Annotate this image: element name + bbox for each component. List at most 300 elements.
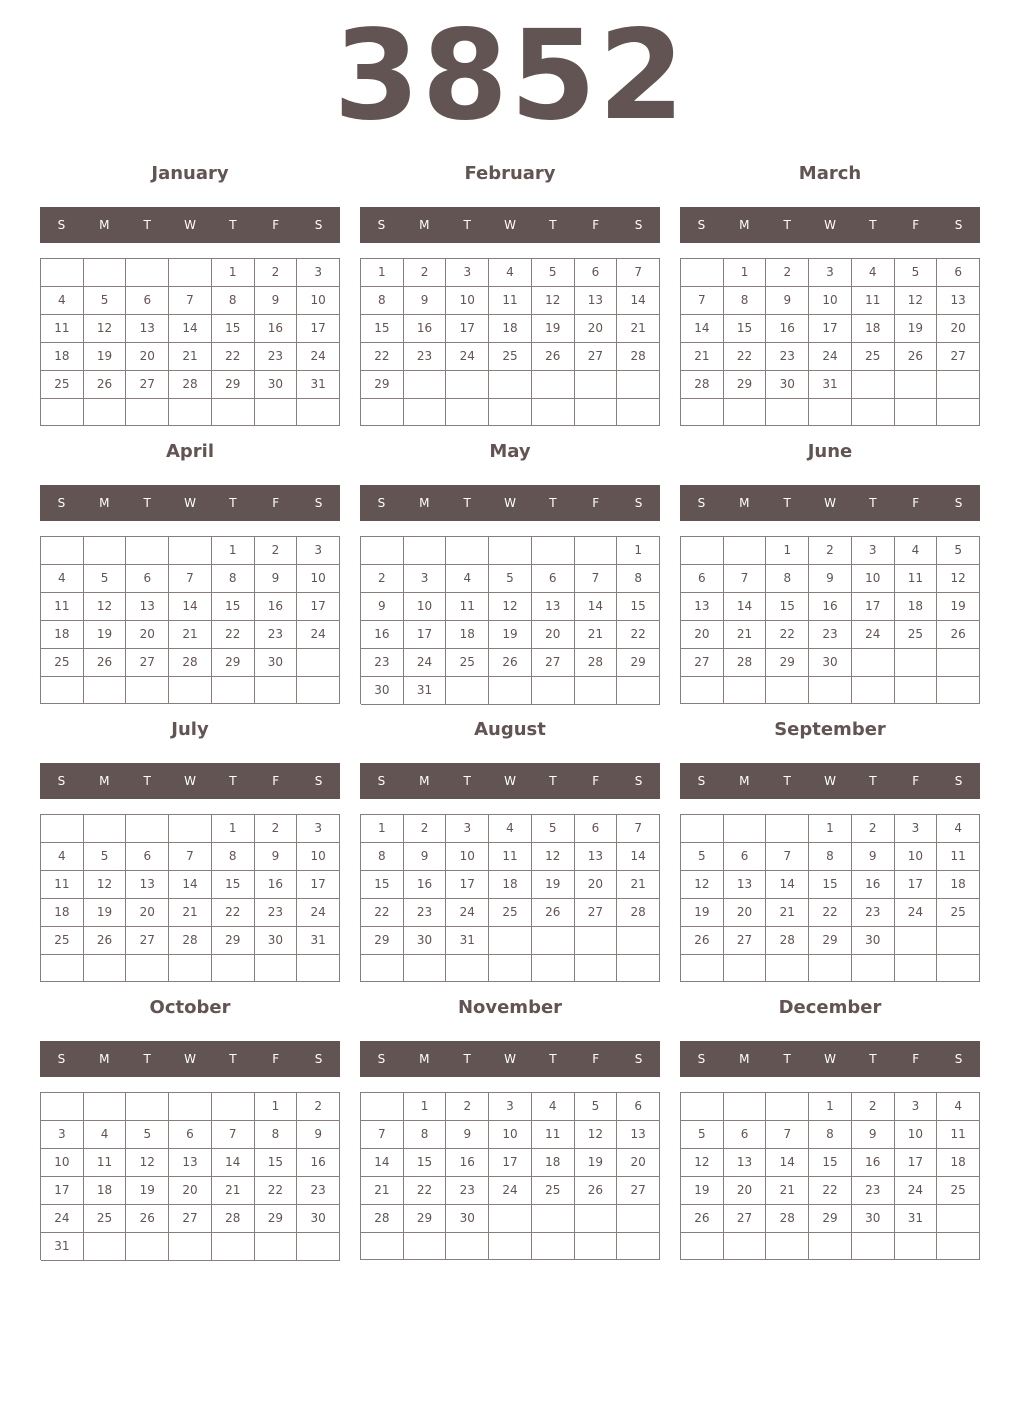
day-cell: 29 [255, 1205, 298, 1233]
day-cell: 25 [446, 649, 489, 677]
empty-cell [126, 815, 169, 843]
empty-cell [809, 399, 852, 426]
day-cell: 15 [212, 315, 255, 343]
day-cell: 14 [212, 1149, 255, 1177]
day-cell: 18 [489, 871, 532, 899]
day-cell: 20 [126, 621, 169, 649]
day-cell: 3 [489, 1093, 532, 1121]
empty-cell [212, 399, 255, 426]
day-cell: 16 [361, 621, 404, 649]
weekday-header [360, 763, 660, 799]
day-cell: 9 [404, 843, 447, 871]
empty-cell [617, 399, 660, 426]
weekday-label: M [419, 496, 430, 510]
weekday-label: S [697, 774, 706, 788]
day-cell: 5 [575, 1093, 618, 1121]
day-cell: 25 [41, 649, 84, 677]
weekday-label: M [739, 1052, 750, 1066]
day-cell: 18 [937, 871, 980, 899]
day-cell: 18 [446, 621, 489, 649]
empty-cell [681, 537, 724, 565]
day-cell: 1 [212, 815, 255, 843]
day-cell: 2 [446, 1093, 489, 1121]
empty-cell [489, 927, 532, 955]
weekday-label: M [739, 218, 750, 232]
weekday-label: S [697, 496, 706, 510]
day-cell: 20 [724, 1177, 767, 1205]
day-cell: 27 [681, 649, 724, 677]
empty-cell [255, 399, 298, 426]
day-cell: 5 [895, 259, 938, 287]
day-cell: 12 [84, 315, 127, 343]
day-cell: 22 [212, 621, 255, 649]
day-cell: 22 [212, 899, 255, 927]
day-cell: 7 [169, 843, 212, 871]
day-cell: 8 [766, 565, 809, 593]
empty-cell [532, 955, 575, 982]
day-cell: 5 [84, 287, 127, 315]
day-cell: 11 [532, 1121, 575, 1149]
day-cell: 3 [809, 259, 852, 287]
day-cell: 18 [84, 1177, 127, 1205]
empty-cell [724, 677, 767, 704]
day-cell: 19 [937, 593, 980, 621]
empty-cell [895, 649, 938, 677]
weekday-label: S [377, 1052, 386, 1066]
day-cell: 23 [255, 621, 298, 649]
day-cell: 19 [681, 899, 724, 927]
weekday-label: S [634, 496, 643, 510]
day-cell: 12 [681, 871, 724, 899]
day-cell: 14 [169, 593, 212, 621]
day-cell: 25 [852, 343, 895, 371]
weekday-label: F [912, 774, 920, 788]
day-cell: 17 [297, 315, 340, 343]
day-cell: 17 [297, 871, 340, 899]
day-cell: 18 [895, 593, 938, 621]
weekday-label: F [272, 496, 280, 510]
day-cell: 14 [617, 843, 660, 871]
weekday-label: T [463, 774, 471, 788]
empty-cell [297, 677, 340, 704]
day-cell: 15 [404, 1149, 447, 1177]
weekday-label: T [143, 774, 151, 788]
weekday-label: T [143, 1052, 151, 1066]
day-cell: 13 [724, 871, 767, 899]
empty-cell [937, 649, 980, 677]
empty-cell [212, 677, 255, 704]
weekday-header [40, 207, 340, 243]
empty-cell [617, 677, 660, 705]
weekday-label: W [184, 218, 196, 232]
empty-cell [852, 649, 895, 677]
year-title: 3852 [333, 4, 687, 148]
day-cell: 4 [41, 843, 84, 871]
day-cell: 13 [126, 315, 169, 343]
day-cell: 26 [937, 621, 980, 649]
day-cell: 22 [809, 1177, 852, 1205]
empty-cell [169, 815, 212, 843]
weekday-label: T [143, 218, 151, 232]
empty-cell [297, 399, 340, 426]
empty-cell [169, 537, 212, 565]
day-cell: 22 [724, 343, 767, 371]
day-cell: 8 [617, 565, 660, 593]
day-cell: 27 [169, 1205, 212, 1233]
day-cell: 6 [575, 259, 618, 287]
day-cell: 28 [617, 899, 660, 927]
day-cell: 15 [255, 1149, 298, 1177]
day-cell: 23 [446, 1177, 489, 1205]
day-cell: 10 [297, 287, 340, 315]
empty-cell [84, 259, 127, 287]
empty-cell [724, 1093, 767, 1121]
weekday-label: W [504, 496, 516, 510]
day-cell: 13 [681, 593, 724, 621]
weekday-label: M [739, 496, 750, 510]
day-cell: 29 [361, 371, 404, 399]
empty-cell [41, 955, 84, 982]
weekday-label: S [314, 774, 323, 788]
month-name: December [778, 997, 882, 1018]
day-cell: 13 [617, 1121, 660, 1149]
empty-cell [84, 677, 127, 704]
day-cell: 21 [617, 315, 660, 343]
day-cell: 23 [809, 621, 852, 649]
day-cell: 28 [617, 343, 660, 371]
weekday-label: M [419, 1052, 430, 1066]
day-cell: 11 [937, 843, 980, 871]
weekday-label: T [463, 1052, 471, 1066]
month-name: April [165, 441, 215, 462]
empty-cell [937, 927, 980, 955]
empty-cell [404, 955, 447, 982]
day-cell: 13 [126, 593, 169, 621]
empty-cell [126, 677, 169, 704]
day-cell: 28 [361, 1205, 404, 1233]
empty-cell [937, 1205, 980, 1233]
empty-cell [489, 399, 532, 426]
day-cell: 26 [681, 927, 724, 955]
empty-cell [617, 955, 660, 982]
day-cell: 6 [681, 565, 724, 593]
month-name: November [457, 997, 563, 1018]
empty-cell [169, 1233, 212, 1261]
day-cell: 28 [169, 927, 212, 955]
day-cell: 26 [575, 1177, 618, 1205]
day-cell: 21 [169, 899, 212, 927]
day-cell: 23 [361, 649, 404, 677]
day-cell: 2 [404, 259, 447, 287]
empty-cell [84, 815, 127, 843]
day-cell: 9 [766, 287, 809, 315]
day-cell: 2 [766, 259, 809, 287]
empty-cell [681, 1233, 724, 1260]
day-cell: 5 [681, 843, 724, 871]
weekday-header [680, 1041, 980, 1077]
day-cell: 6 [724, 1121, 767, 1149]
weekday-label: T [783, 218, 791, 232]
day-cell: 2 [255, 537, 298, 565]
days-grid [40, 1092, 340, 1260]
day-cell: 9 [404, 287, 447, 315]
day-cell: 12 [84, 593, 127, 621]
weekday-label: F [912, 218, 920, 232]
day-cell: 21 [169, 621, 212, 649]
weekday-label: F [912, 496, 920, 510]
day-cell: 8 [361, 843, 404, 871]
weekday-header [40, 1041, 340, 1077]
weekday-label: T [869, 1052, 877, 1066]
empty-cell [937, 399, 980, 426]
day-cell: 19 [895, 315, 938, 343]
day-cell: 4 [489, 259, 532, 287]
empty-cell [852, 1233, 895, 1260]
weekday-label: S [697, 1052, 706, 1066]
day-cell: 13 [724, 1149, 767, 1177]
empty-cell [895, 399, 938, 426]
day-cell: 3 [404, 565, 447, 593]
day-cell: 22 [255, 1177, 298, 1205]
day-cell: 9 [255, 565, 298, 593]
day-cell: 4 [937, 1093, 980, 1121]
day-cell: 9 [446, 1121, 489, 1149]
day-cell: 21 [212, 1177, 255, 1205]
day-cell: 14 [361, 1149, 404, 1177]
empty-cell [297, 955, 340, 982]
empty-cell [361, 1093, 404, 1121]
day-cell: 17 [446, 315, 489, 343]
day-cell: 24 [895, 899, 938, 927]
day-cell: 16 [446, 1149, 489, 1177]
day-cell: 13 [126, 871, 169, 899]
day-cell: 30 [809, 649, 852, 677]
weekday-header [360, 1041, 660, 1077]
empty-cell [852, 371, 895, 399]
day-cell: 2 [361, 565, 404, 593]
empty-cell [361, 1233, 404, 1260]
day-cell: 2 [852, 1093, 895, 1121]
day-cell: 20 [681, 621, 724, 649]
weekday-header [680, 207, 980, 243]
day-cell: 30 [852, 927, 895, 955]
empty-cell [937, 371, 980, 399]
day-cell: 18 [41, 343, 84, 371]
empty-cell [532, 677, 575, 705]
days-grid [680, 1092, 980, 1260]
day-cell: 14 [681, 315, 724, 343]
day-cell: 31 [41, 1233, 84, 1261]
empty-cell [681, 259, 724, 287]
day-cell: 25 [41, 371, 84, 399]
day-cell: 21 [766, 899, 809, 927]
day-cell: 19 [126, 1177, 169, 1205]
day-cell: 7 [724, 565, 767, 593]
day-cell: 8 [809, 843, 852, 871]
day-cell: 1 [404, 1093, 447, 1121]
day-cell: 11 [41, 315, 84, 343]
day-cell: 27 [724, 927, 767, 955]
weekday-label: S [377, 218, 386, 232]
day-cell: 22 [617, 621, 660, 649]
day-cell: 23 [255, 899, 298, 927]
empty-cell [446, 955, 489, 982]
empty-cell [766, 1093, 809, 1121]
day-cell: 28 [169, 649, 212, 677]
empty-cell [41, 815, 84, 843]
day-cell: 29 [809, 1205, 852, 1233]
weekday-label: T [463, 218, 471, 232]
day-cell: 24 [41, 1205, 84, 1233]
day-cell: 7 [169, 565, 212, 593]
empty-cell [681, 399, 724, 426]
day-cell: 2 [297, 1093, 340, 1121]
day-cell: 6 [126, 843, 169, 871]
day-cell: 26 [84, 649, 127, 677]
day-cell: 7 [617, 815, 660, 843]
day-cell: 30 [255, 927, 298, 955]
day-cell: 21 [766, 1177, 809, 1205]
empty-cell [895, 1233, 938, 1260]
day-cell: 4 [446, 565, 489, 593]
empty-cell [489, 371, 532, 399]
empty-cell [852, 955, 895, 982]
day-cell: 31 [297, 927, 340, 955]
day-cell: 17 [895, 1149, 938, 1177]
weekday-label: M [739, 774, 750, 788]
day-cell: 23 [297, 1177, 340, 1205]
empty-cell [895, 677, 938, 704]
empty-cell [404, 537, 447, 565]
empty-cell [575, 1233, 618, 1260]
day-cell: 6 [617, 1093, 660, 1121]
day-cell: 25 [84, 1205, 127, 1233]
day-cell: 29 [724, 371, 767, 399]
empty-cell [255, 955, 298, 982]
empty-cell [766, 1233, 809, 1260]
empty-cell [255, 1233, 298, 1261]
day-cell: 7 [681, 287, 724, 315]
day-cell: 13 [532, 593, 575, 621]
empty-cell [532, 371, 575, 399]
weekday-label: M [419, 774, 430, 788]
day-cell: 17 [446, 871, 489, 899]
day-cell: 13 [169, 1149, 212, 1177]
empty-cell [937, 677, 980, 704]
day-cell: 28 [766, 927, 809, 955]
day-cell: 20 [724, 899, 767, 927]
day-cell: 3 [297, 259, 340, 287]
day-cell: 13 [575, 287, 618, 315]
month-name: September [774, 719, 886, 740]
weekday-label: S [954, 1052, 963, 1066]
day-cell: 29 [766, 649, 809, 677]
day-cell: 27 [126, 649, 169, 677]
day-cell: 23 [404, 899, 447, 927]
empty-cell [446, 371, 489, 399]
weekday-label: T [229, 496, 237, 510]
day-cell: 24 [895, 1177, 938, 1205]
day-cell: 19 [84, 621, 127, 649]
weekday-label: T [783, 1052, 791, 1066]
empty-cell [169, 399, 212, 426]
empty-cell [809, 955, 852, 982]
day-cell: 22 [766, 621, 809, 649]
empty-cell [404, 371, 447, 399]
empty-cell [575, 927, 618, 955]
month-name: May [489, 441, 531, 462]
empty-cell [937, 955, 980, 982]
day-cell: 22 [361, 899, 404, 927]
day-cell: 26 [489, 649, 532, 677]
day-cell: 5 [532, 259, 575, 287]
empty-cell [937, 1233, 980, 1260]
day-cell: 14 [169, 315, 212, 343]
day-cell: 25 [937, 899, 980, 927]
day-cell: 27 [126, 371, 169, 399]
empty-cell [724, 815, 767, 843]
empty-cell [126, 955, 169, 982]
day-cell: 23 [852, 899, 895, 927]
empty-cell [575, 677, 618, 705]
day-cell: 17 [297, 593, 340, 621]
weekday-label: S [634, 1052, 643, 1066]
day-cell: 24 [297, 621, 340, 649]
day-cell: 22 [361, 343, 404, 371]
day-cell: 7 [575, 565, 618, 593]
day-cell: 30 [852, 1205, 895, 1233]
day-cell: 5 [489, 565, 532, 593]
day-cell: 3 [446, 815, 489, 843]
day-cell: 17 [489, 1149, 532, 1177]
day-cell: 12 [489, 593, 532, 621]
day-cell: 12 [895, 287, 938, 315]
empty-cell [361, 955, 404, 982]
day-cell: 30 [404, 927, 447, 955]
empty-cell [809, 1233, 852, 1260]
day-cell: 27 [532, 649, 575, 677]
day-cell: 15 [766, 593, 809, 621]
weekday-label: S [377, 774, 386, 788]
empty-cell [126, 537, 169, 565]
empty-cell [617, 371, 660, 399]
empty-cell [126, 1093, 169, 1121]
day-cell: 21 [681, 343, 724, 371]
weekday-label: S [57, 496, 66, 510]
day-cell: 7 [169, 287, 212, 315]
day-cell: 10 [297, 843, 340, 871]
day-cell: 19 [84, 343, 127, 371]
day-cell: 6 [169, 1121, 212, 1149]
weekday-label: S [314, 218, 323, 232]
day-cell: 11 [84, 1149, 127, 1177]
day-cell: 8 [212, 843, 255, 871]
weekday-header [360, 485, 660, 521]
empty-cell [169, 955, 212, 982]
day-cell: 19 [84, 899, 127, 927]
empty-cell [681, 1093, 724, 1121]
empty-cell [212, 1093, 255, 1121]
day-cell: 2 [809, 537, 852, 565]
day-cell: 17 [852, 593, 895, 621]
day-cell: 30 [361, 677, 404, 705]
empty-cell [809, 677, 852, 704]
empty-cell [361, 399, 404, 426]
empty-cell [681, 677, 724, 704]
empty-cell [404, 1233, 447, 1260]
empty-cell [126, 399, 169, 426]
weekday-header [40, 763, 340, 799]
